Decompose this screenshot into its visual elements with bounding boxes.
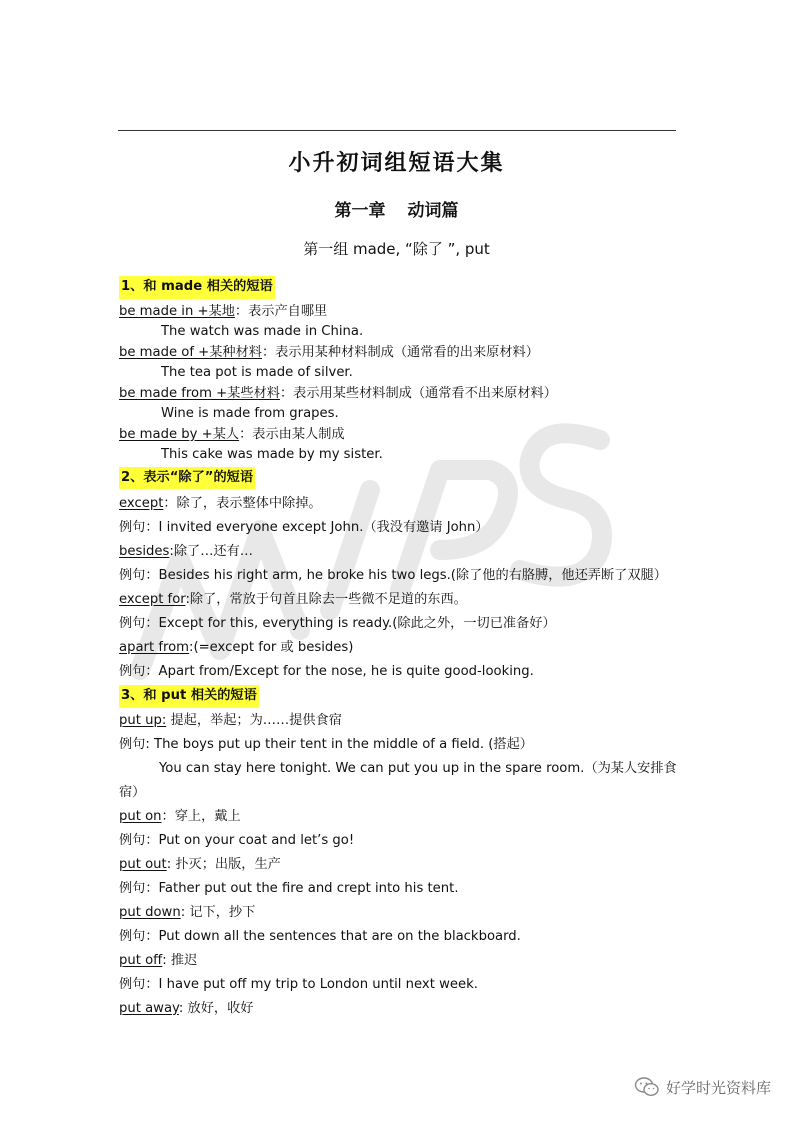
phrase-term: be made in +某地	[119, 303, 235, 319]
section1-heading: 1、和 made 相关的短语	[119, 276, 275, 299]
phrase-term: apart from	[119, 640, 190, 655]
list-item	[119, 853, 679, 877]
list-item	[119, 302, 679, 323]
section-heading	[119, 685, 679, 708]
phrase-meaning: : 记下，抄下	[180, 904, 256, 920]
section2-heading: 2、表示“除了”的短语	[119, 467, 255, 490]
list-item	[119, 343, 679, 364]
phrase-term: except	[119, 496, 164, 511]
phrase-meaning: : 扑灭；出版，生产	[166, 856, 281, 872]
list-item	[119, 588, 679, 612]
phrase-meaning: 提起，举起；为……提供食宿	[166, 712, 342, 728]
phrase-term: be made by +某人	[119, 426, 240, 442]
phrase-meaning: ：表示由某人制成	[239, 426, 345, 442]
example-sentence-extra: You can stay here tonight. We can put you up in the spare room.（为某人安排食	[159, 760, 677, 776]
phrase-term: put off	[119, 952, 163, 968]
list-item	[119, 492, 679, 516]
section-heading	[119, 276, 679, 299]
list-item	[119, 949, 679, 973]
list-item	[119, 384, 679, 405]
phrase-term: put out	[119, 856, 167, 872]
example-sentence: 例句：I invited everyone except John.（我没有邀请 John）	[119, 520, 489, 535]
phrase-term: besides	[119, 544, 170, 559]
example-sentence: 例句：I have put off my trip to London until next week.	[119, 976, 478, 992]
list-item	[119, 805, 679, 829]
example-sentence: 例句：Father put out the fire and crept into his tent.	[119, 880, 459, 896]
phrase-meaning: : 推迟	[162, 952, 198, 968]
phrase-meaning: :除了，常放于句首且除去一些微不足道的东西。	[185, 592, 467, 607]
list-item	[119, 425, 679, 446]
chapter-name: 动词篇	[407, 201, 459, 221]
phrase-term: put away	[119, 1000, 179, 1016]
group-heading: 第一组 made, “除了 ”, put	[303, 240, 490, 258]
list-item	[119, 636, 679, 660]
phrase-term: be made of +某种材料	[119, 344, 262, 360]
list-item	[119, 709, 679, 733]
phrase-term: put up:	[119, 712, 167, 728]
example-sentence: 例句: The boys put up their tent in the middle of a field. (搭起）	[119, 736, 533, 752]
list-item	[119, 901, 679, 925]
example-sentence: 例句：Put down all the sentences that are on the blackboard.	[119, 928, 521, 944]
phrase-meaning: ：除了，表示整体中除掉。	[163, 496, 322, 511]
top-divider	[118, 130, 676, 131]
chapter-number: 第一章	[334, 201, 386, 221]
account-name: 好学时光资料库	[665, 1078, 771, 1097]
phrase-meaning: ：表示用某种材料制成（通常看的出来原材料）	[261, 344, 539, 360]
phrase-meaning: ：穿上，戴上	[161, 808, 241, 824]
example-sentence: The tea pot is made of silver.	[161, 365, 353, 380]
phrase-term: put on	[119, 808, 162, 824]
wechat-icon	[634, 1076, 660, 1098]
phrase-meaning: : 放好，收好	[178, 1000, 254, 1016]
phrase-term: be made from +某些材料	[119, 385, 280, 401]
example-sentence-extra-cont: 宿）	[119, 784, 146, 800]
list-item	[119, 540, 679, 564]
example-sentence: 例句：Apart from/Except for the nose, he is quite good-looking.	[119, 664, 534, 679]
example-sentence: 例句：Except for this, everything is ready.(除此之外，一切已准备好）	[119, 616, 556, 631]
phrase-term: except for	[119, 592, 186, 607]
example-sentence: The watch was made in China.	[161, 324, 364, 339]
example-sentence: 例句：Put on your coat and let’s go!	[119, 832, 355, 848]
section3-heading: 3、和 put 相关的短语	[119, 685, 259, 708]
list-item	[119, 997, 679, 1021]
document-body	[119, 276, 679, 1021]
chapter-heading	[0, 196, 793, 221]
example-sentence: 例句：Besides his right arm, he broke his two legs.(除了他的右胳膊，他还弄断了双腿）	[119, 568, 667, 583]
phrase-term: put down	[119, 904, 181, 920]
phrase-meaning: :除了…还有…	[169, 544, 253, 559]
example-sentence: Wine is made from grapes.	[161, 406, 339, 421]
section-heading	[119, 467, 679, 490]
example-sentence: This cake was made by my sister.	[161, 447, 383, 462]
document-title: 小升初词组短语大集	[288, 150, 505, 176]
phrase-meaning: ：表示用某些材料制成（通常看不出来原材料）	[279, 385, 557, 401]
account-watermark	[634, 1076, 771, 1098]
phrase-meaning: ：表示产自哪里	[234, 303, 328, 319]
phrase-meaning: :(=except for 或 besides)	[189, 640, 354, 655]
